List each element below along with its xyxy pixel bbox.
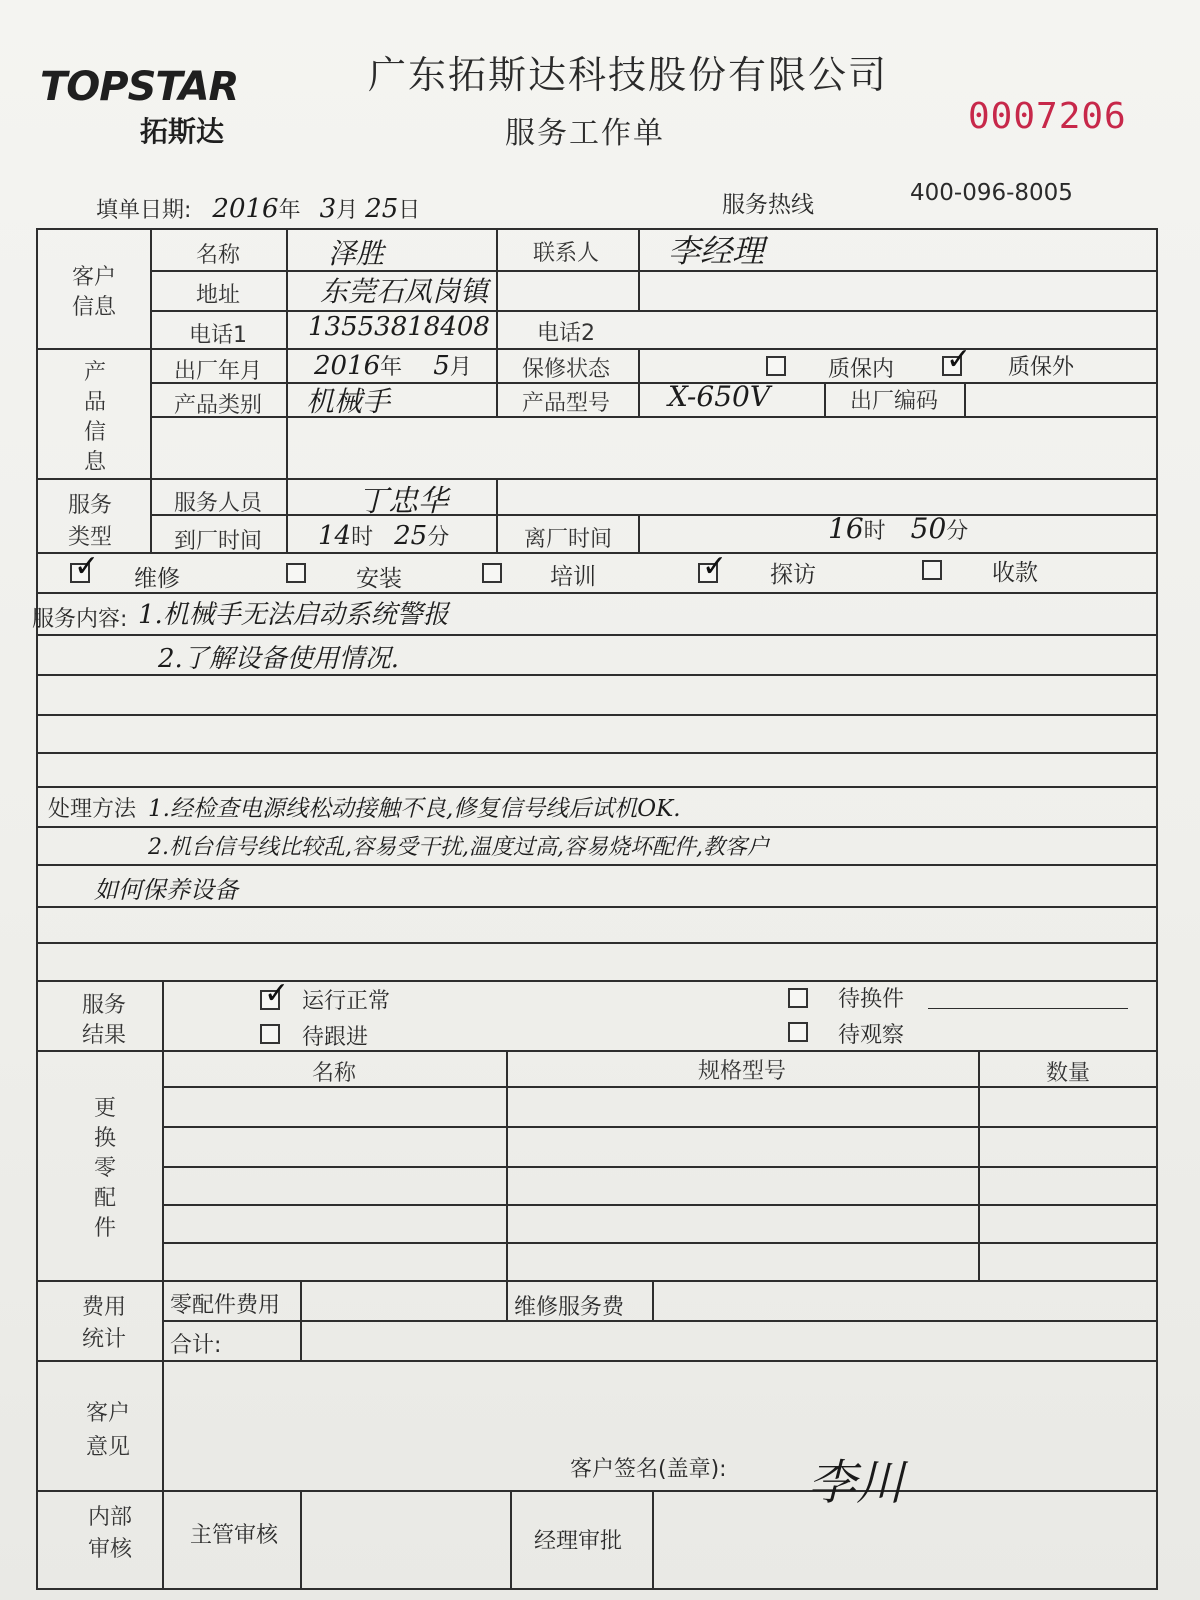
staff-label: 服务人员 <box>173 491 263 516</box>
model-value: X-650V <box>668 380 771 413</box>
fees-label-2: 统计 <box>81 1327 127 1352</box>
in-warranty-checkbox[interactable] <box>766 356 786 376</box>
run-normal-checkbox[interactable] <box>260 990 280 1010</box>
parts-col-name: 名称 <box>311 1061 357 1086</box>
fees-label: 费用 <box>81 1295 127 1320</box>
service-content-line-1: 1.机械手无法启动系统警报 <box>138 600 449 630</box>
customer-address: 东莞石凤岗镇 <box>320 275 489 308</box>
fill-date-day: 25 <box>365 194 399 224</box>
topstar-logo-cn: 拓斯达 <box>140 115 225 148</box>
model-label: 产品型号 <box>521 391 611 416</box>
method-line-2: 2.机台信号线比较乱,容易受干扰,温度过高,容易烧坏配件,教客户 <box>148 835 769 860</box>
hotline-number: 400-096-8005 <box>910 180 1073 206</box>
customer-section-label: 客户 <box>71 265 117 290</box>
service-type-label: 服务 <box>67 493 113 518</box>
result-label: 服务 <box>81 993 127 1018</box>
method-line-1: 1.经检查电源线松动接触不良,修复信号线后试机OK. <box>148 796 681 822</box>
fill-date-month: 3 <box>319 194 337 224</box>
product-section-label: 产 品 信 息 <box>83 360 106 475</box>
parts-col-qty: 数量 <box>1045 1061 1091 1086</box>
customer-name: 泽胜 <box>328 237 385 270</box>
payment-label: 收款 <box>992 560 1038 586</box>
day-unit: 日 <box>398 198 421 223</box>
visit-label: 探访 <box>770 562 816 588</box>
customer-section-label-2: 信息 <box>71 295 117 320</box>
category-label: 产品类别 <box>173 393 263 418</box>
arrive-label: 到厂时间 <box>173 529 263 554</box>
phone1-label: 电话1 <box>189 323 247 348</box>
address-label: 地址 <box>195 283 241 308</box>
install-label: 安装 <box>356 566 402 592</box>
topstar-logo: TOPSTAR <box>40 64 239 110</box>
form-title: 服务工作单 <box>505 116 665 151</box>
company-name: 广东拓斯达科技股份有限公司 <box>368 53 889 97</box>
method-label: 处理方法 <box>48 797 137 822</box>
audit-label: 内部 <box>87 1505 133 1530</box>
customer-signature-label: 客户签名(盖章): <box>570 1457 727 1482</box>
factory-serial-label: 出厂编码 <box>849 389 939 414</box>
replace-part-checkbox[interactable] <box>788 988 808 1008</box>
replace-part-label: 待换件 <box>838 987 905 1012</box>
arrive-time: 14时 25分 <box>318 521 450 551</box>
out-warranty-label: 质保外 <box>1008 355 1075 380</box>
contact-name: 李经理 <box>668 232 765 270</box>
manager-approval-label: 经理审批 <box>534 1529 623 1554</box>
mfg-date-label: 出厂年月 <box>173 359 263 384</box>
month-unit: 月 <box>336 198 359 223</box>
fill-date-year: 2016 <box>212 194 279 224</box>
fill-date-label: 填单日期: <box>96 198 192 223</box>
repair-checkbox[interactable] <box>70 563 90 583</box>
opinion-label: 客户 <box>85 1401 131 1426</box>
observe-label: 待观察 <box>838 1023 905 1048</box>
in-warranty-label: 质保内 <box>828 357 895 382</box>
supervisor-review-label: 主管审核 <box>190 1523 279 1548</box>
customer-signature: 李川 <box>808 1455 905 1511</box>
contact-label: 联系人 <box>532 241 600 266</box>
mfg-date-value: 2016年 5月 <box>314 351 472 381</box>
method-line-3: 如何保养设备 <box>94 876 238 904</box>
warranty-label: 保修状态 <box>521 357 611 382</box>
leave-time: 16时 50分 <box>828 512 969 545</box>
service-content-label: 服务内容: <box>32 607 128 632</box>
hotline-label: 服务热线 <box>722 192 814 218</box>
parts-col-spec: 规格型号 <box>697 1059 787 1084</box>
run-normal-label: 运行正常 <box>302 989 391 1014</box>
parts-fee-label: 零配件费用 <box>170 1293 281 1318</box>
staff-value: 丁忠华 <box>358 484 448 519</box>
category-value: 机械手 <box>306 385 391 418</box>
form-header <box>0 0 1200 224</box>
leave-label: 离厂时间 <box>523 527 613 552</box>
year-unit: 年 <box>278 198 301 223</box>
install-checkbox[interactable] <box>286 563 306 583</box>
name-label: 名称 <box>195 243 241 268</box>
repair-label: 维修 <box>134 566 180 592</box>
phone2-label: 电话2 <box>537 321 595 346</box>
opinion-label-2: 意见 <box>85 1435 131 1460</box>
training-label: 培训 <box>550 564 596 590</box>
visit-checkbox[interactable] <box>698 563 718 583</box>
audit-label-2: 审核 <box>87 1537 133 1562</box>
service-type-label-2: 类型 <box>67 525 113 550</box>
serial-number: 0007206 <box>968 96 1127 137</box>
form-table <box>32 228 1158 1590</box>
phone1-value: 13553818408 <box>308 312 490 342</box>
payment-checkbox[interactable] <box>922 560 942 580</box>
total-label: 合计: <box>170 1333 222 1358</box>
training-checkbox[interactable] <box>482 563 502 583</box>
observe-checkbox[interactable] <box>788 1022 808 1042</box>
follow-up-label: 待跟进 <box>302 1025 369 1050</box>
follow-up-checkbox[interactable] <box>260 1024 280 1044</box>
result-label-2: 结果 <box>81 1023 127 1048</box>
service-content-line-2: 2.了解设备使用情况. <box>158 644 400 674</box>
parts-section-label: 更 换 零 配 件 <box>93 1096 116 1241</box>
service-fee-label: 维修服务费 <box>514 1295 625 1320</box>
fill-date <box>96 193 420 224</box>
out-warranty-checkbox[interactable] <box>942 356 962 376</box>
